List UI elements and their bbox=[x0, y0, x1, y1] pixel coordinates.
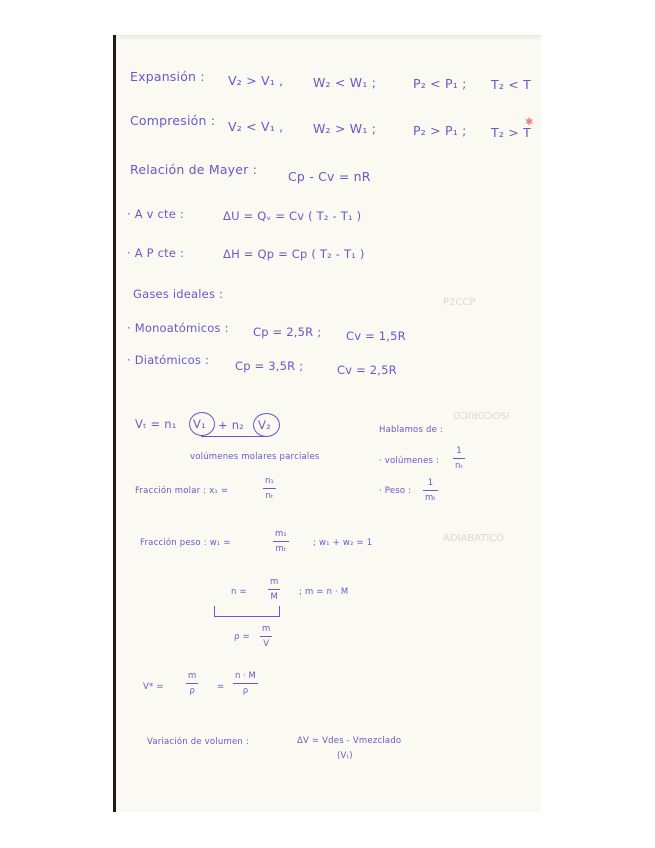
molar-volume-fraction-2 bbox=[233, 671, 258, 696]
constant-volume-label: · A v cte : bbox=[127, 207, 184, 221]
compression-temperature-relation: T₂ > T bbox=[491, 125, 531, 140]
moles-lhs: n = bbox=[231, 587, 247, 597]
volumes-fraction-denominator: nₜ bbox=[455, 461, 463, 471]
molar-volume-denominator-2: ρ bbox=[242, 686, 249, 696]
molar-volume-lhs: V* = bbox=[143, 682, 164, 692]
fraction-bar bbox=[260, 636, 272, 637]
fraction-bar bbox=[268, 589, 280, 590]
weight-fraction bbox=[423, 478, 438, 503]
volume-change-label: Variación de volumen : bbox=[147, 737, 249, 747]
molar-volume-denominator-1: ρ bbox=[189, 686, 195, 696]
bracket-stroke bbox=[214, 606, 280, 617]
notebook-page bbox=[113, 35, 541, 812]
molar-fraction-denominator: nₜ bbox=[265, 491, 274, 501]
weight-fraction-label: Fracción peso : w₁ = bbox=[140, 538, 231, 548]
moles-fraction-denominator: M bbox=[270, 592, 278, 602]
bleed-through-mark: ADIABATICO bbox=[443, 533, 505, 544]
weight-fraction-sum: ; w₁ + w₂ = 1 bbox=[313, 538, 373, 548]
fraction-bar bbox=[263, 488, 276, 489]
compression-label: Compresión : bbox=[130, 113, 216, 128]
correction-mark: ✱ bbox=[525, 117, 534, 128]
mayer-formula: Cp - Cv = nR bbox=[288, 169, 371, 184]
weight-fraction-formula-denominator: mₜ bbox=[275, 544, 287, 554]
weight-fraction-formula bbox=[273, 529, 289, 554]
constant-volume-formula: ΔU = Qᵥ = Cv ( T₂ - T₁ ) bbox=[223, 209, 362, 223]
fraction-bar bbox=[233, 683, 258, 684]
density-lhs: ρ = bbox=[234, 632, 250, 642]
compression-work-relation: W₂ > W₁ ; bbox=[313, 121, 377, 136]
weight-fraction-formula-numerator: m₁ bbox=[275, 529, 287, 539]
monoatomic-label: · Monoatómicos : bbox=[127, 321, 229, 335]
volumes-fraction bbox=[453, 446, 465, 471]
total-volume-prefix: Vₜ = n₁ bbox=[135, 417, 177, 431]
molar-volume-equals: = bbox=[217, 682, 225, 692]
density-fraction bbox=[260, 624, 272, 649]
mass-formula: ; m = n · M bbox=[299, 587, 349, 597]
weight-fraction-numerator: 1 bbox=[427, 478, 434, 488]
volume-change-note: (Vₜ) bbox=[337, 751, 353, 761]
total-volume-v2: V₂ bbox=[258, 418, 271, 432]
volumes-label: · volúmenes : bbox=[379, 456, 440, 466]
diatomic-label: · Diatómicos : bbox=[127, 353, 210, 367]
mayer-label: Relación de Mayer : bbox=[130, 162, 258, 177]
weight-label: · Peso : bbox=[379, 486, 412, 496]
volumes-fraction-numerator: 1 bbox=[456, 446, 462, 456]
monoatomic-cp: Cp = 2,5R ; bbox=[253, 325, 322, 339]
diatomic-cv: Cv = 2,5R bbox=[337, 363, 397, 377]
partial-molar-volumes-note: volúmenes molares parciales bbox=[190, 452, 320, 462]
diatomic-cp: Cp = 3,5R ; bbox=[235, 359, 304, 373]
fraction-bar bbox=[453, 458, 465, 459]
fraction-bar bbox=[423, 490, 438, 491]
ideal-gases-heading: Gases ideales : bbox=[133, 287, 224, 301]
moles-fraction-numerator: m bbox=[270, 577, 279, 587]
weight-fraction-denominator: mₜ bbox=[425, 493, 436, 503]
total-volume-v1: V₁ bbox=[193, 417, 206, 431]
moles-fraction bbox=[268, 577, 280, 602]
volume-change-formula: ΔV = Vdes - Vmezclado bbox=[297, 736, 402, 746]
expansion-label: Expansión : bbox=[130, 69, 205, 84]
molar-volume-numerator-2: n · M bbox=[235, 671, 256, 681]
density-fraction-numerator: m bbox=[262, 624, 271, 634]
molar-volume-numerator-1: m bbox=[188, 671, 197, 681]
fraction-bar bbox=[273, 541, 289, 542]
bleed-through-mark: ISOCORICO bbox=[453, 409, 510, 420]
molar-fraction bbox=[263, 476, 276, 501]
speaking-of-heading: Hablamos de : bbox=[379, 425, 443, 435]
bleed-through-mark: P2CCP bbox=[443, 297, 476, 308]
molar-volume-fraction-1 bbox=[186, 671, 198, 696]
total-volume-plus: + n₂ bbox=[218, 418, 244, 432]
monoatomic-cv: Cv = 1,5R bbox=[346, 329, 406, 343]
underline-stroke bbox=[201, 436, 267, 437]
expansion-temperature-relation: T₂ < T bbox=[491, 77, 531, 92]
molar-fraction-label: Fracción molar : x₁ = bbox=[135, 486, 229, 496]
page-left-edge bbox=[113, 35, 116, 812]
compression-pressure-relation: P₂ > P₁ ; bbox=[413, 123, 467, 138]
density-fraction-denominator: V bbox=[263, 639, 270, 649]
expansion-pressure-relation: P₂ < P₁ ; bbox=[413, 76, 467, 91]
compression-volume-relation: V₂ < V₁ , bbox=[228, 119, 284, 134]
constant-pressure-formula: ΔH = Qp = Cp ( T₂ - T₁ ) bbox=[223, 247, 365, 261]
page-top-shadow bbox=[113, 35, 541, 41]
expansion-work-relation: W₂ < W₁ ; bbox=[313, 75, 377, 90]
fraction-bar bbox=[186, 683, 198, 684]
constant-pressure-label: · A P cte : bbox=[127, 246, 185, 260]
expansion-volume-relation: V₂ > V₁ , bbox=[228, 73, 284, 88]
molar-fraction-numerator: n₁ bbox=[265, 476, 274, 486]
